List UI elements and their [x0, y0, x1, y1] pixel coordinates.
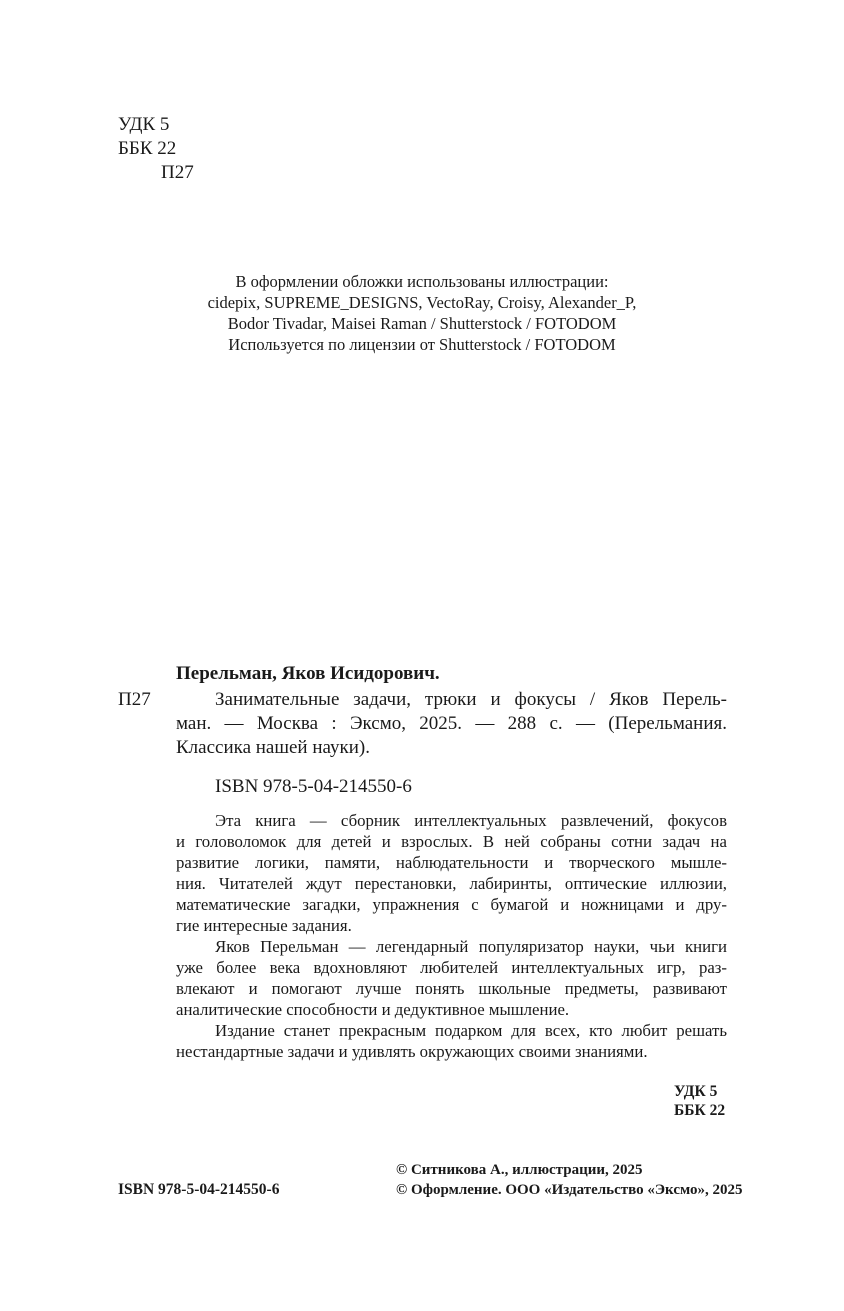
biblio-line: Классика нашей науки).: [176, 737, 370, 758]
author-mark-top: П27: [161, 162, 194, 183]
udk-bbk-header: [118, 113, 194, 185]
author-heading: Перельман, Яков Исидорович.: [176, 663, 440, 684]
cover-credits-line: Bodor Tivadar, Maisei Raman / Shutterstock / FOTODOM: [227, 314, 617, 333]
annotation-line: математические загадки, упражнения с бумагой и ножницами и дру-: [176, 895, 727, 914]
cover-credits: [130, 271, 714, 355]
annotation: [176, 810, 727, 1062]
annotation-line: Эта книга — сборник интеллектуальных развлечений, фокусов: [215, 811, 727, 830]
udk-code-bottom: УДК 5: [674, 1083, 718, 1100]
bibliographic-description: [176, 688, 727, 760]
annotation-line: аналитические способности и дедуктивное мышление.: [176, 1000, 570, 1019]
annotation-line: и головоломок для детей и взрослых. В ней собраны сотни задач на: [176, 832, 727, 851]
annotation-line: влекают и помогают лучше понять школьные предметы, развивают: [176, 979, 727, 998]
annotation-line: развитие логики, памяти, наблюдательности и творческого мышле-: [176, 853, 727, 872]
udk-code: УДК 5: [118, 114, 170, 135]
annotation-line: ния. Читателей ждут перестановки, лабиринты, оптические иллюзии,: [176, 874, 727, 893]
classification-codes: [674, 1082, 725, 1120]
bbk-code: ББК 22: [118, 138, 177, 159]
annotation-line: нестандартные задачи и удивлять окружающих своими знаниями.: [176, 1042, 648, 1061]
copyright-line: © Ситникова А., иллюстрации, 2025: [396, 1162, 643, 1178]
bbk-code-bottom: ББК 22: [674, 1102, 726, 1119]
biblio-line: ман. — Москва : Эксмо, 2025. — 288 с. — (Перельмания.: [176, 713, 727, 734]
copyright-line: © Оформление. ООО «Издательство «Эксмо», 2025: [396, 1182, 743, 1198]
isbn-bottom: ISBN 978-5-04-214550-6: [118, 1181, 280, 1198]
copyright-block: [396, 1160, 743, 1200]
annotation-line: уже более века вдохновляют любителей интеллектуальных игр, раз-: [176, 958, 727, 977]
author-mark: П27: [118, 689, 151, 710]
cover-credits-line: Используется по лицензии от Shutterstock / FOTODOM: [228, 335, 616, 354]
isbn-line: ISBN 978-5-04-214550-6: [215, 776, 412, 797]
annotation-line: Издание станет прекрасным подарком для всех, кто любит решать: [215, 1021, 727, 1040]
annotation-line: Яков Перельман — легендарный популяризатор науки, чьи книги: [215, 937, 727, 956]
cover-credits-line: В оформлении обложки использованы иллюстрации:: [235, 272, 609, 291]
annotation-line: гие интересные задания.: [176, 916, 352, 935]
cover-credits-line: cidepix, SUPREME_DESIGNS, VectoRay, Croisy, Alexander_P,: [207, 293, 637, 312]
biblio-line: Занимательные задачи, трюки и фокусы / Яков Перель-: [215, 689, 727, 710]
